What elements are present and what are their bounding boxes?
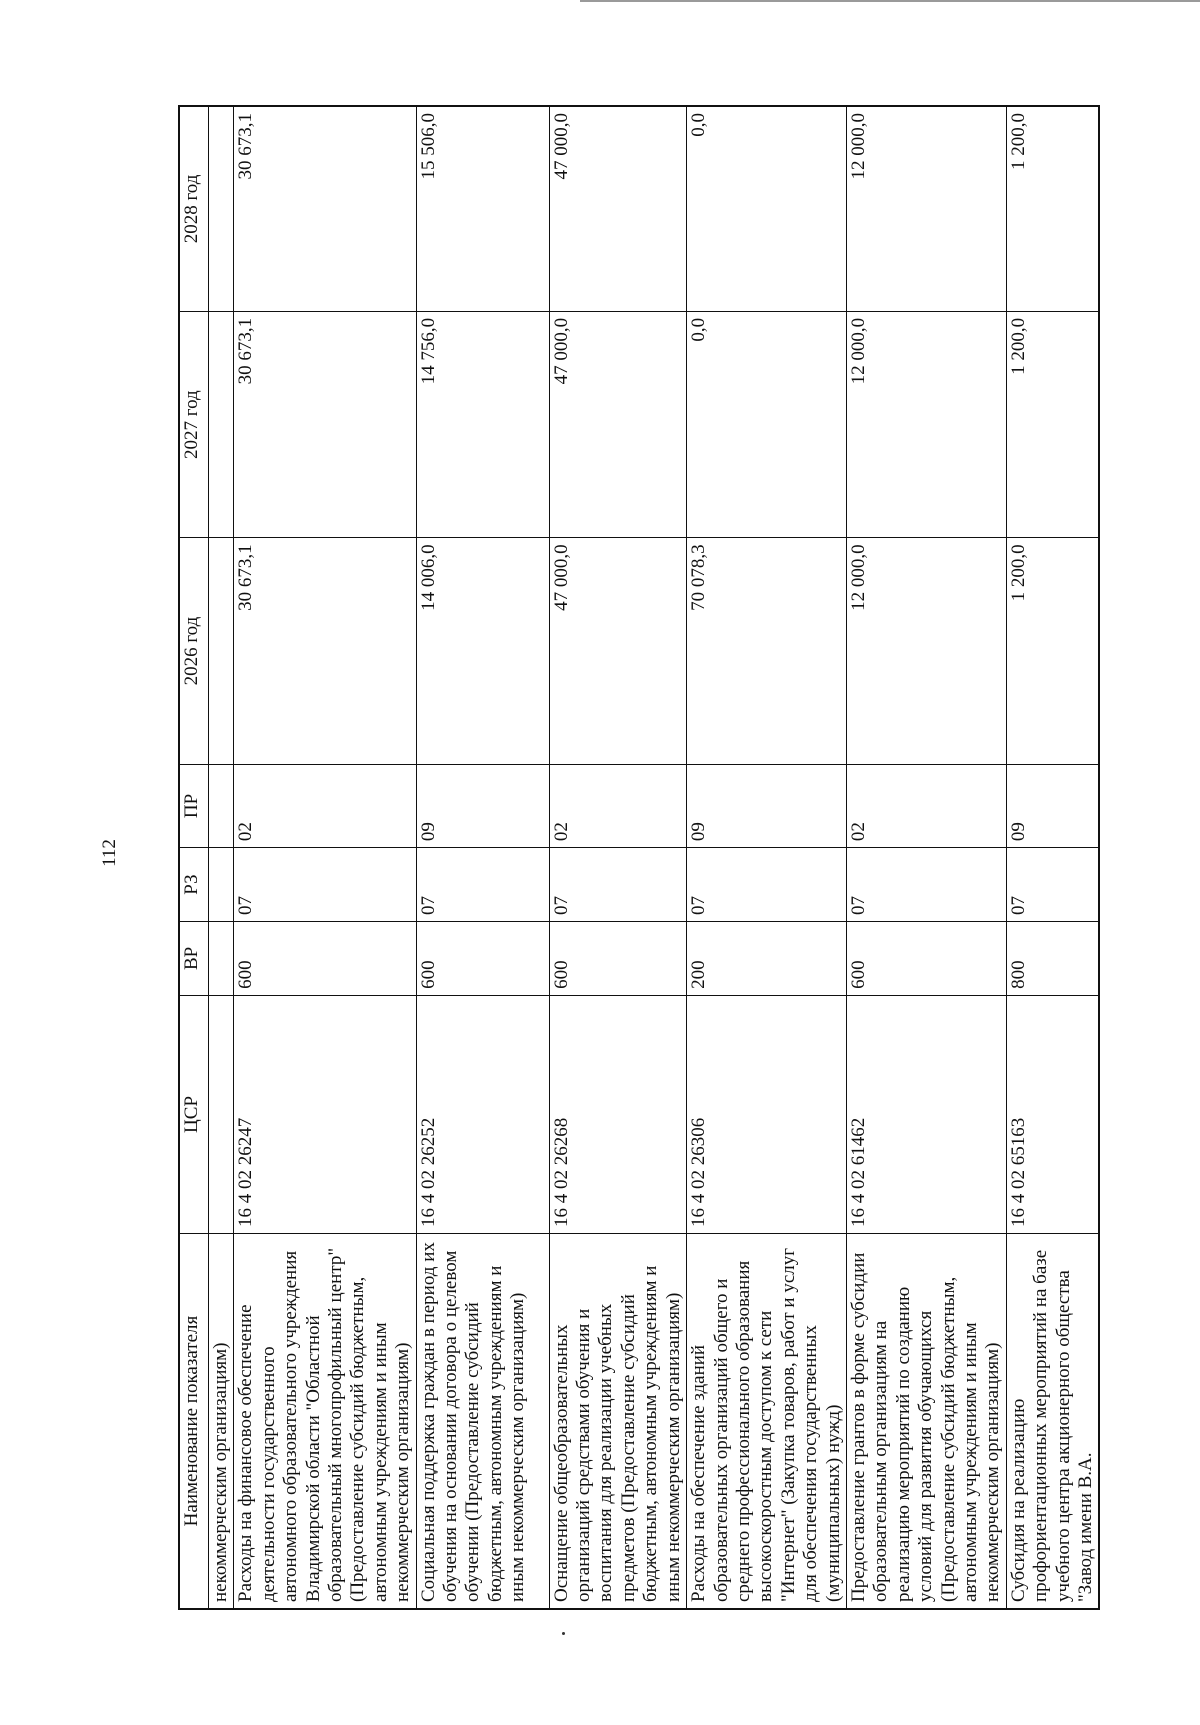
row-name: Предоставление грантов в форме субсидии образовательным организациям на реализацию мероприятий по созданию условий для развития обучающихся (Предоставление субсидий бюджетным, автономным учреждениям и иным некоммерческим организациям) (846, 1234, 1006, 1609)
row-csr: 16 4 02 61462 (846, 995, 1006, 1233)
row-rz: 07 (846, 848, 1006, 922)
row-2028: 30 673,1 (234, 106, 416, 311)
row-2026: 30 673,1 (234, 538, 416, 764)
row-2026: 47 000,0 (549, 538, 686, 764)
row-pr: 09 (416, 764, 549, 847)
row-vr: 600 (234, 921, 416, 995)
row-csr: 16 4 02 26247 (234, 995, 416, 1233)
row-2026: 70 078,3 (687, 538, 847, 764)
row-csr: 16 4 02 26306 (687, 995, 847, 1233)
continuation-text: некоммерческим организациям) (209, 1234, 234, 1609)
row-pr: 09 (687, 764, 847, 847)
row-2027: 30 673,1 (234, 311, 416, 537)
row-rz: 07 (234, 848, 416, 922)
header-vr: ВР (179, 921, 209, 995)
row-2026: 12 000,0 (846, 538, 1006, 764)
row-rz: 07 (1006, 848, 1099, 922)
row-2026: 14 006,0 (416, 538, 549, 764)
row-csr: 16 4 02 65163 (1006, 995, 1099, 1233)
row-vr: 200 (687, 921, 847, 995)
row-pr: 02 (549, 764, 686, 847)
row-csr: 16 4 02 26252 (416, 995, 549, 1233)
header-2027: 2027 год (179, 311, 209, 537)
page-number: 112 (99, 839, 120, 867)
row-vr: 600 (549, 921, 686, 995)
row-name: Расходы на обеспечение зданий образовательных организаций общего и среднего профессионального образования высокоскоростным доступом к сети "Интернет" (Закупка товаров, работ и услуг для обеспечения государственных (муниципальных) нужд) (687, 1234, 847, 1609)
scan-edge-line (580, 0, 1200, 2)
table-row (416, 106, 549, 1609)
table-row (549, 106, 686, 1609)
row-2026: 1 200,0 (1006, 538, 1099, 764)
row-vr: 800 (1006, 921, 1099, 995)
row-pr: 02 (846, 764, 1006, 847)
header-name: Наименование показателя (179, 1234, 209, 1609)
row-2027: 0,0 (687, 311, 847, 537)
rotated-page-content (178, 105, 1178, 1610)
row-name: Расходы на финансовое обеспечение деятельности государственного автономного образовательного учреждения Владимирской области "Областной образовательный многопрофильный центр" (Предоставление субсидий бюджетным, автономным учреждениям и иным некоммерческим организациям) (234, 1234, 416, 1609)
continuation-row (209, 106, 234, 1609)
budget-table (178, 105, 1100, 1610)
row-2028: 1 200,0 (1006, 106, 1099, 311)
row-2028: 47 000,0 (549, 106, 686, 311)
row-2027: 1 200,0 (1006, 311, 1099, 537)
row-pr: 09 (1006, 764, 1099, 847)
table-header-row (179, 106, 209, 1609)
row-name: Оснащение общеобразовательных организаций средствами обучения и воспитания для реализации учебных предметов (Предоставление субсидий бюджетным, автономным учреждениям и иным некоммерческим организациям) (549, 1234, 686, 1609)
row-2027: 14 756,0 (416, 311, 549, 537)
header-pr: ПР (179, 764, 209, 847)
row-2027: 12 000,0 (846, 311, 1006, 537)
header-csr: ЦСР (179, 995, 209, 1233)
row-rz: 07 (549, 848, 686, 922)
row-vr: 600 (416, 921, 549, 995)
row-name: Субсидия на реализацию профориентационных мероприятий на базе учебного центра акционерного общества "Завод имени В.А. (1006, 1234, 1099, 1609)
table-row (687, 106, 847, 1609)
table-row (846, 106, 1006, 1609)
row-csr: 16 4 02 26268 (549, 995, 686, 1233)
row-rz: 07 (416, 848, 549, 922)
row-name: Социальная поддержка граждан в период их обучения на основании договора о целевом обучении (Предоставление субсидий бюджетным, автономным учреждениям и иным некоммерческим организациям) (416, 1234, 549, 1609)
row-2028: 0,0 (687, 106, 847, 311)
header-rz: РЗ (179, 848, 209, 922)
row-vr: 600 (846, 921, 1006, 995)
scan-speck (562, 1632, 565, 1635)
table-row (1006, 106, 1099, 1609)
row-2028: 15 506,0 (416, 106, 549, 311)
row-pr: 02 (234, 764, 416, 847)
header-2028: 2028 год (179, 106, 209, 311)
row-2028: 12 000,0 (846, 106, 1006, 311)
row-2027: 47 000,0 (549, 311, 686, 537)
table-row (234, 106, 416, 1609)
header-2026: 2026 год (179, 538, 209, 764)
row-rz: 07 (687, 848, 847, 922)
